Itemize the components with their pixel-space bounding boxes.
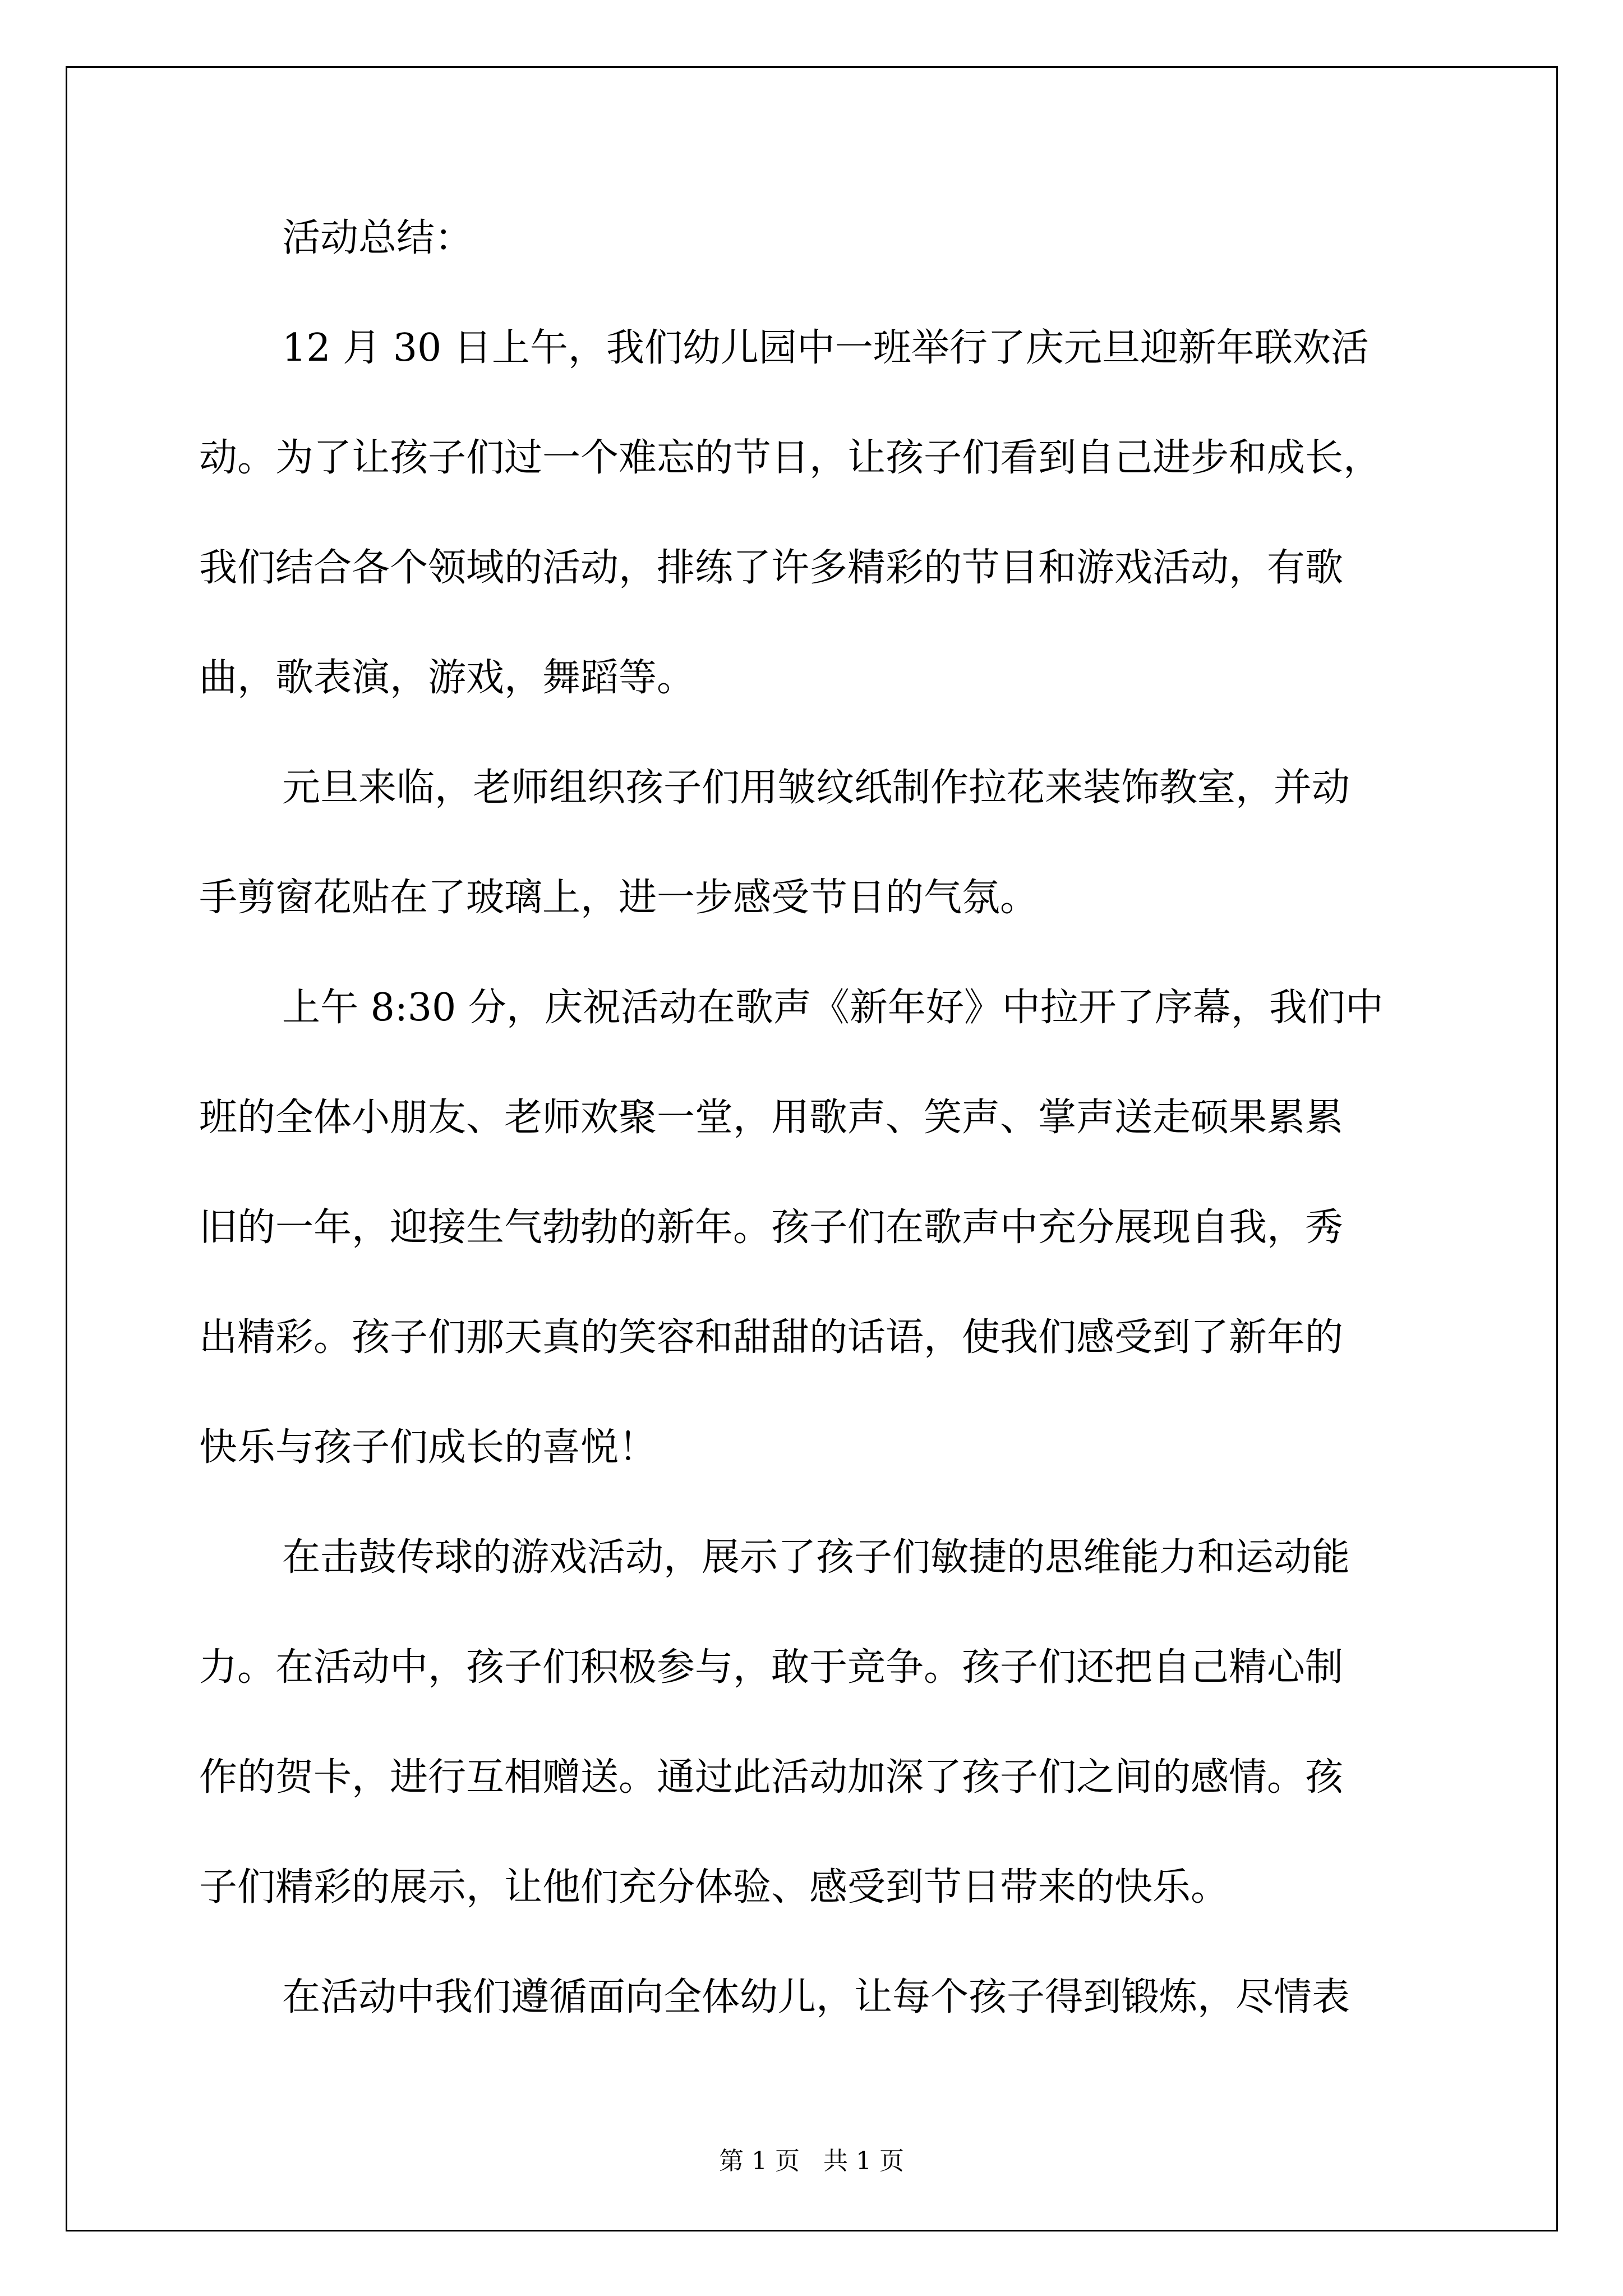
paragraph-line: 班的全体小朋友、老师欢聚一堂，用歌声、笑声、掌声送走硕果累累 <box>199 1096 1344 1140</box>
paragraph-line: 作的贺卡，进行互相赠送。通过此活动加深了孩子们之间的感情。孩 <box>199 1755 1344 1800</box>
paragraph-line: 力。在活动中，孩子们积极参与，敢于竞争。孩子们还把自己精心制 <box>199 1645 1344 1690</box>
paragraph-line: 快乐与孩子们成长的喜悦！ <box>199 1425 657 1470</box>
section-heading: 活动总结： <box>282 216 473 260</box>
paragraph-line: 我们结合各个领域的活动，排练了许多精彩的节目和游戏活动，有歌 <box>199 546 1344 590</box>
paragraph-line: 出精彩。孩子们那天真的笑容和甜甜的话语，使我们感受到了新年的 <box>199 1315 1344 1360</box>
paragraph-line: 旧的一年，迎接生气勃勃的新年。孩子们在歌声中充分展现自我，秀 <box>199 1205 1344 1250</box>
paragraph-line: 曲，歌表演，游戏，舞蹈等。 <box>199 656 695 700</box>
paragraph-line: 元旦来临，老师组织孩子们用皱纹纸制作拉花来装饰教室，并动 <box>282 766 1350 810</box>
paragraph-line: 手剪窗花贴在了玻璃上，进一步感受节日的气氛。 <box>199 876 1039 920</box>
paragraph-line: 在击鼓传球的游戏活动，展示了孩子们敏捷的思维能力和运动能 <box>282 1535 1350 1580</box>
page-number: 第 1 页 共 1 页 <box>719 2147 904 2175</box>
paragraph-line: 子们精彩的展示，让他们充分体验、感受到节日带来的快乐。 <box>199 1865 1229 1910</box>
paragraph-line: 在活动中我们遵循面向全体幼儿，让每个孩子得到锻炼，尽情表 <box>282 1975 1350 2019</box>
paragraph-line: 12 月 30 日上午，我们幼儿园中一班举行了庆元旦迎新年联欢活 <box>282 326 1369 370</box>
paragraph-line: 上午 8:30 分，庆祝活动在歌声《新年好》中拉开了序幕，我们中 <box>282 986 1384 1030</box>
paragraph-line: 动。为了让孩子们过一个难忘的节日，让孩子们看到自己进步和成长， <box>199 436 1382 480</box>
